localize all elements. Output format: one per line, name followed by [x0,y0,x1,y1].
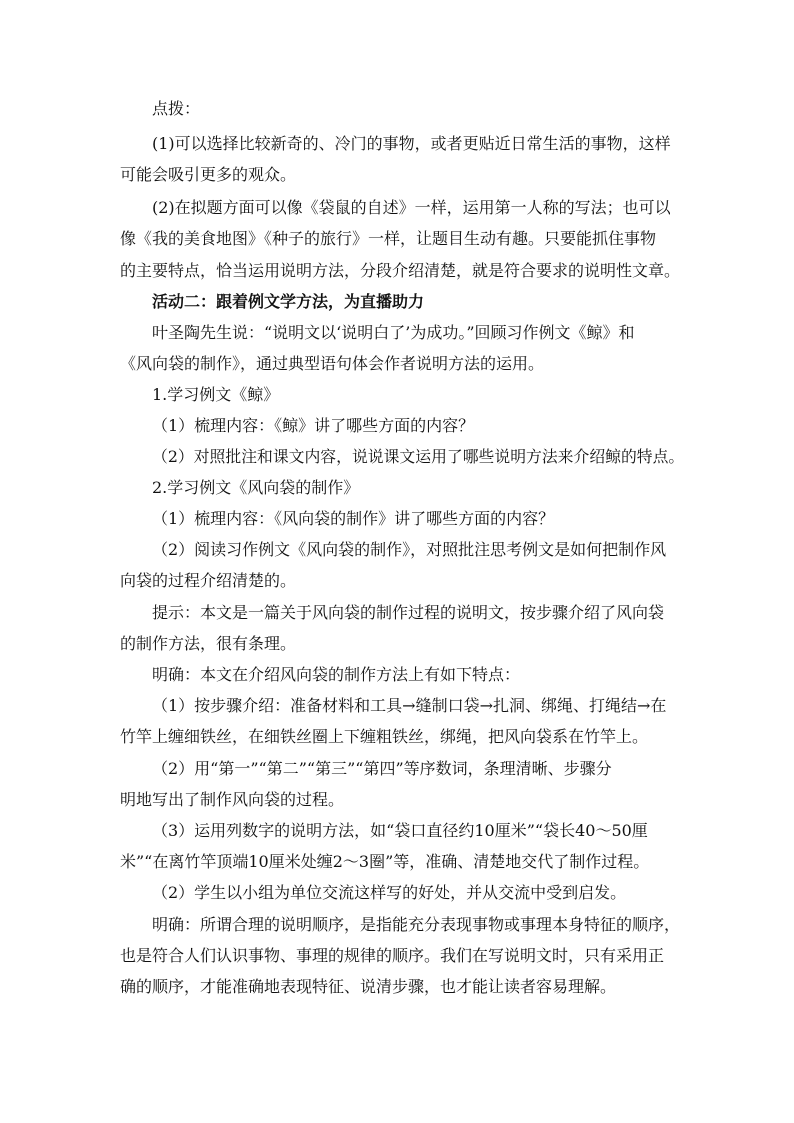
text-line: 点拨： [152,99,201,118]
text-line: 明确：本文在介绍风向袋的制作方法上有如下特点： [152,665,521,684]
text-line: （2）学生以小组为单位交流这样写的好处，并从交流中受到启发。 [152,883,627,902]
text-line: （2）用“第一”“第二”“第三”“第四”等序数词，条理清晰、步骤分 [152,759,612,778]
text-line: 米”“在离竹竿顶端10厘米处缠2～3圈”等，准确、清楚地交代了制作过程。 [120,852,650,871]
text-line: 明地写出了制作风向袋的过程。 [120,790,345,809]
text-line: 的主要特点，恰当运用说明方法，分段介绍清楚，就是符合要求的说明性文章。 [120,261,681,280]
text-line: （1）梳理内容：《鲸》讲了哪些方面的内容？ [152,416,475,435]
text-line: 提示：本文是一篇关于风向袋的制作过程的说明文，按步骤介绍了风向袋 [152,603,665,622]
text-line: （2）对照批注和课文内容，说说课文运用了哪些说明方法来介绍鲸的特点。 [152,447,685,466]
text-line: 也是符合人们认识事物、事理的规律的顺序。我们在写说明文时，只有采用正 [120,946,665,965]
text-line: 竹竿上缠细铁丝，在细铁丝圈上下缠粗铁丝，绑绳，把风向袋系在竹竿上。 [120,727,649,746]
text-line: （2）阅读习作例文《风向袋的制作》，对照批注思考例文是如何把制作风 [152,540,667,559]
text-line: 像《我的美食地图》《种子的旅行》一样，让题目生动有趣。只要能抓住事物 [120,229,657,248]
text-line: (2)在拟题方面可以像《袋鼠的自述》一样，运用第一人称的写法；也可以 [152,198,671,217]
text-line: 明确：所谓合理的说明顺序，是指能充分表现事物或事理本身特征的顺序， [152,915,681,934]
text-line: 可能会吸引更多的观众。 [120,165,297,184]
text-line: 确的顺序，才能准确地表现特征、说清步骤，也才能让读者容易理解。 [120,977,617,996]
text-line: 《风向袋的制作》，通过典型语句体会作者说明方法的运用。 [120,354,545,373]
subsection-heading: 1.学习例文《鲸》 [152,385,280,404]
text-line: （3）运用列数字的说明方法，如“袋口直径约10厘米”“袋长40～50厘 [152,821,648,840]
text-line: 的制作方法，很有条理。 [120,634,297,653]
text-line: (1)可以选择比较新奇的、冷门的事物，或者更贴近日常生活的事物，这样 [152,134,671,153]
text-line: （1）梳理内容：《风向袋的制作》讲了哪些方面的内容？ [152,509,555,528]
text-line: 叶圣陶先生说：“说明文以‘说明白了’为成功。”回顾习作例文《鲸》和 [152,323,635,342]
section-heading: 活动二：跟着例文学方法，为直播助力 [152,292,425,311]
text-line: （1）按步骤介绍：准备材料和工具→缝制口袋→扎洞、绑绳、打绳结→在 [152,696,667,715]
subsection-heading: 2.学习例文《风向袋的制作》 [152,478,360,497]
text-line: 向袋的过程介绍清楚的。 [120,571,297,590]
